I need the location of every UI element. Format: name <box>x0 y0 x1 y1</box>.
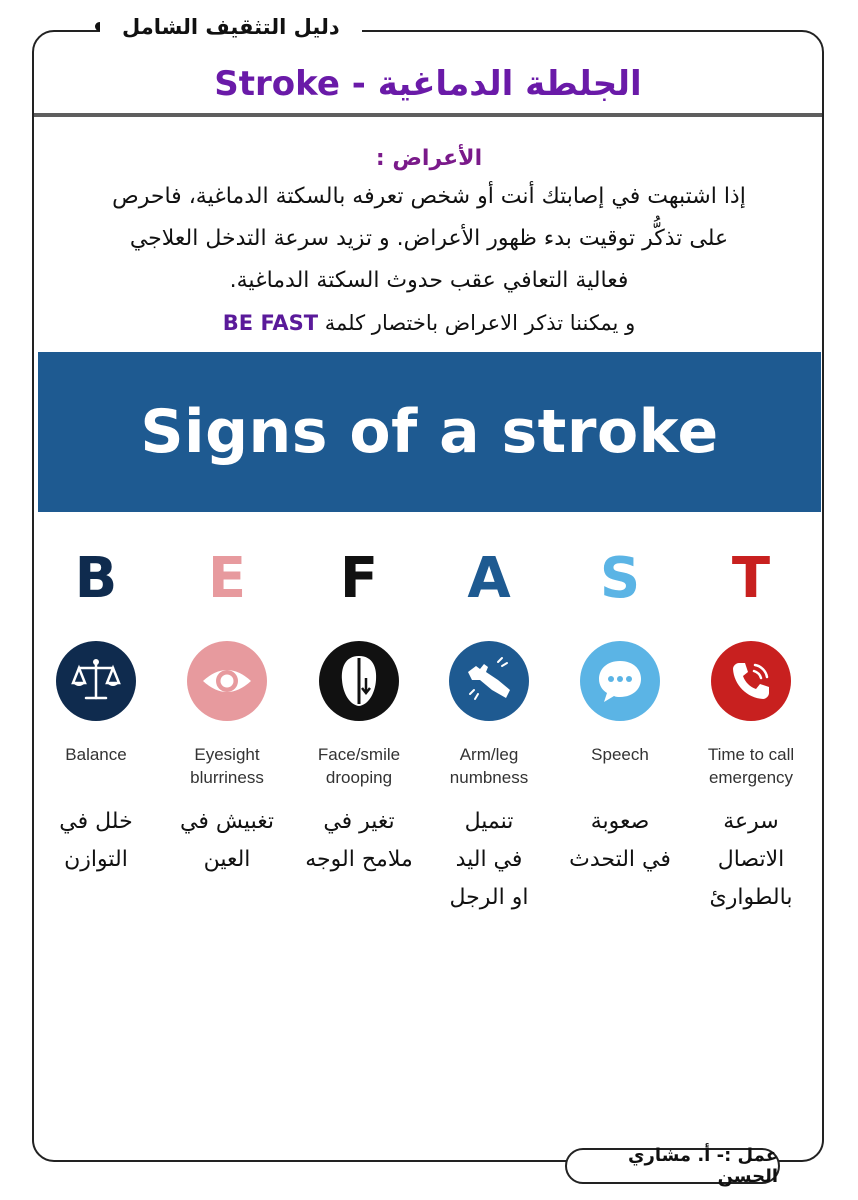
sign-arabic-f-line-2: ملامح الوجه <box>305 847 413 872</box>
symptoms-line-2: على تذكُّر توقيت بدء ظهور الأعراض. و تزيد سرعة التدخل العلاجي <box>129 226 729 251</box>
symptoms-line-1: إذا اشتبهت في إصابتك أنت أو شخص تعرفه بالسكتة الدماغية، فاحرص <box>112 184 746 209</box>
sign-label-t-line-1: Time to call <box>707 745 795 764</box>
symptoms-line-4-text: و يمكننا تذكر الاعراض باختصار كلمة <box>324 311 636 335</box>
sign-arabic-f-line-1: تغير في <box>323 809 395 834</box>
page-title: الجلطة الدماغية - Stroke <box>214 64 642 104</box>
sign-arabic-a-line-3: او الرجل <box>449 885 529 910</box>
sign-label-a <box>450 743 528 791</box>
sign-letter-e: E <box>207 546 247 611</box>
footer-label: عمل :- أ. مشاري الحسن <box>628 1145 778 1187</box>
sign-arabic-a-line-2: في اليد <box>455 847 523 872</box>
sign-letter-a: A <box>467 546 511 611</box>
footer-tab <box>565 1145 780 1187</box>
sign-column-b <box>31 545 161 879</box>
sign-label-a-line-1: Arm/leg <box>459 745 519 764</box>
sign-letter-s: S <box>599 546 641 611</box>
sign-label-b-line-1: Balance <box>65 745 127 764</box>
speech-bubble-icon <box>580 641 660 721</box>
sign-label-t <box>708 743 794 791</box>
sign-arabic-e-line-2: العين <box>203 847 251 872</box>
sign-label-b <box>65 743 126 791</box>
symptoms-section <box>60 142 798 344</box>
sign-letter-t: T <box>731 546 771 611</box>
sign-arabic-s-line-1: صعوبة <box>590 809 650 834</box>
banner-text: Signs of a stroke <box>140 397 719 467</box>
symptoms-line-3: فعالية التعافي عقب حدوث السكتة الدماغية. <box>229 268 629 293</box>
arm-numbness-icon <box>449 641 529 721</box>
sign-label-f <box>318 743 400 791</box>
header-tab <box>100 8 362 46</box>
phone-icon <box>711 641 791 721</box>
signs-banner <box>38 352 821 512</box>
sign-label-f-line-2: drooping <box>325 768 393 787</box>
sign-arabic-b <box>26 803 166 879</box>
sign-letter-f: F <box>339 546 379 611</box>
sign-label-e <box>190 743 264 791</box>
eye-icon <box>187 641 267 721</box>
symptoms-line-4 <box>60 302 798 344</box>
sign-arabic-a-line-1: تنميل <box>464 809 514 834</box>
sign-column-a <box>424 545 554 917</box>
sign-column-e <box>162 545 292 879</box>
sign-arabic-s-line-2: في التحدث <box>569 847 671 872</box>
symptoms-heading: الأعراض : <box>375 146 483 171</box>
sign-arabic-b-line-2: التوازن <box>64 847 128 872</box>
sign-arabic-t <box>681 803 821 917</box>
sign-arabic-t-line-3: بالطوارئ <box>709 885 793 910</box>
sign-column-f <box>294 545 424 879</box>
balance-scale-icon <box>56 641 136 721</box>
title-bar <box>34 55 822 117</box>
sign-arabic-t-line-1: سرعة <box>723 809 779 834</box>
sign-label-a-line-2: numbness <box>449 768 529 787</box>
sign-label-t-line-2: emergency <box>708 768 794 787</box>
sign-letter-b: B <box>74 546 118 611</box>
face-drooping-icon <box>319 641 399 721</box>
sign-column-s <box>555 545 685 879</box>
befast-word: BE FAST <box>222 311 319 335</box>
sign-arabic-b-line-1: خلل في <box>59 809 133 834</box>
sign-arabic-f <box>289 803 429 879</box>
sign-label-s <box>591 743 649 791</box>
sign-arabic-a <box>419 803 559 917</box>
sign-arabic-s <box>550 803 690 879</box>
sign-arabic-e <box>157 803 297 879</box>
sign-label-e-line-1: Eyesight <box>194 745 260 764</box>
sign-arabic-e-line-1: تغبيش في <box>180 809 274 834</box>
sign-arabic-t-line-2: الاتصال <box>717 847 785 872</box>
header-label: دليل التثقيف الشامل <box>122 15 340 39</box>
sign-label-f-line-1: Face/smile <box>317 745 401 764</box>
sign-column-t <box>686 545 816 917</box>
sign-label-e-line-2: blurriness <box>190 768 264 787</box>
sign-label-s-line-1: Speech <box>591 745 649 764</box>
